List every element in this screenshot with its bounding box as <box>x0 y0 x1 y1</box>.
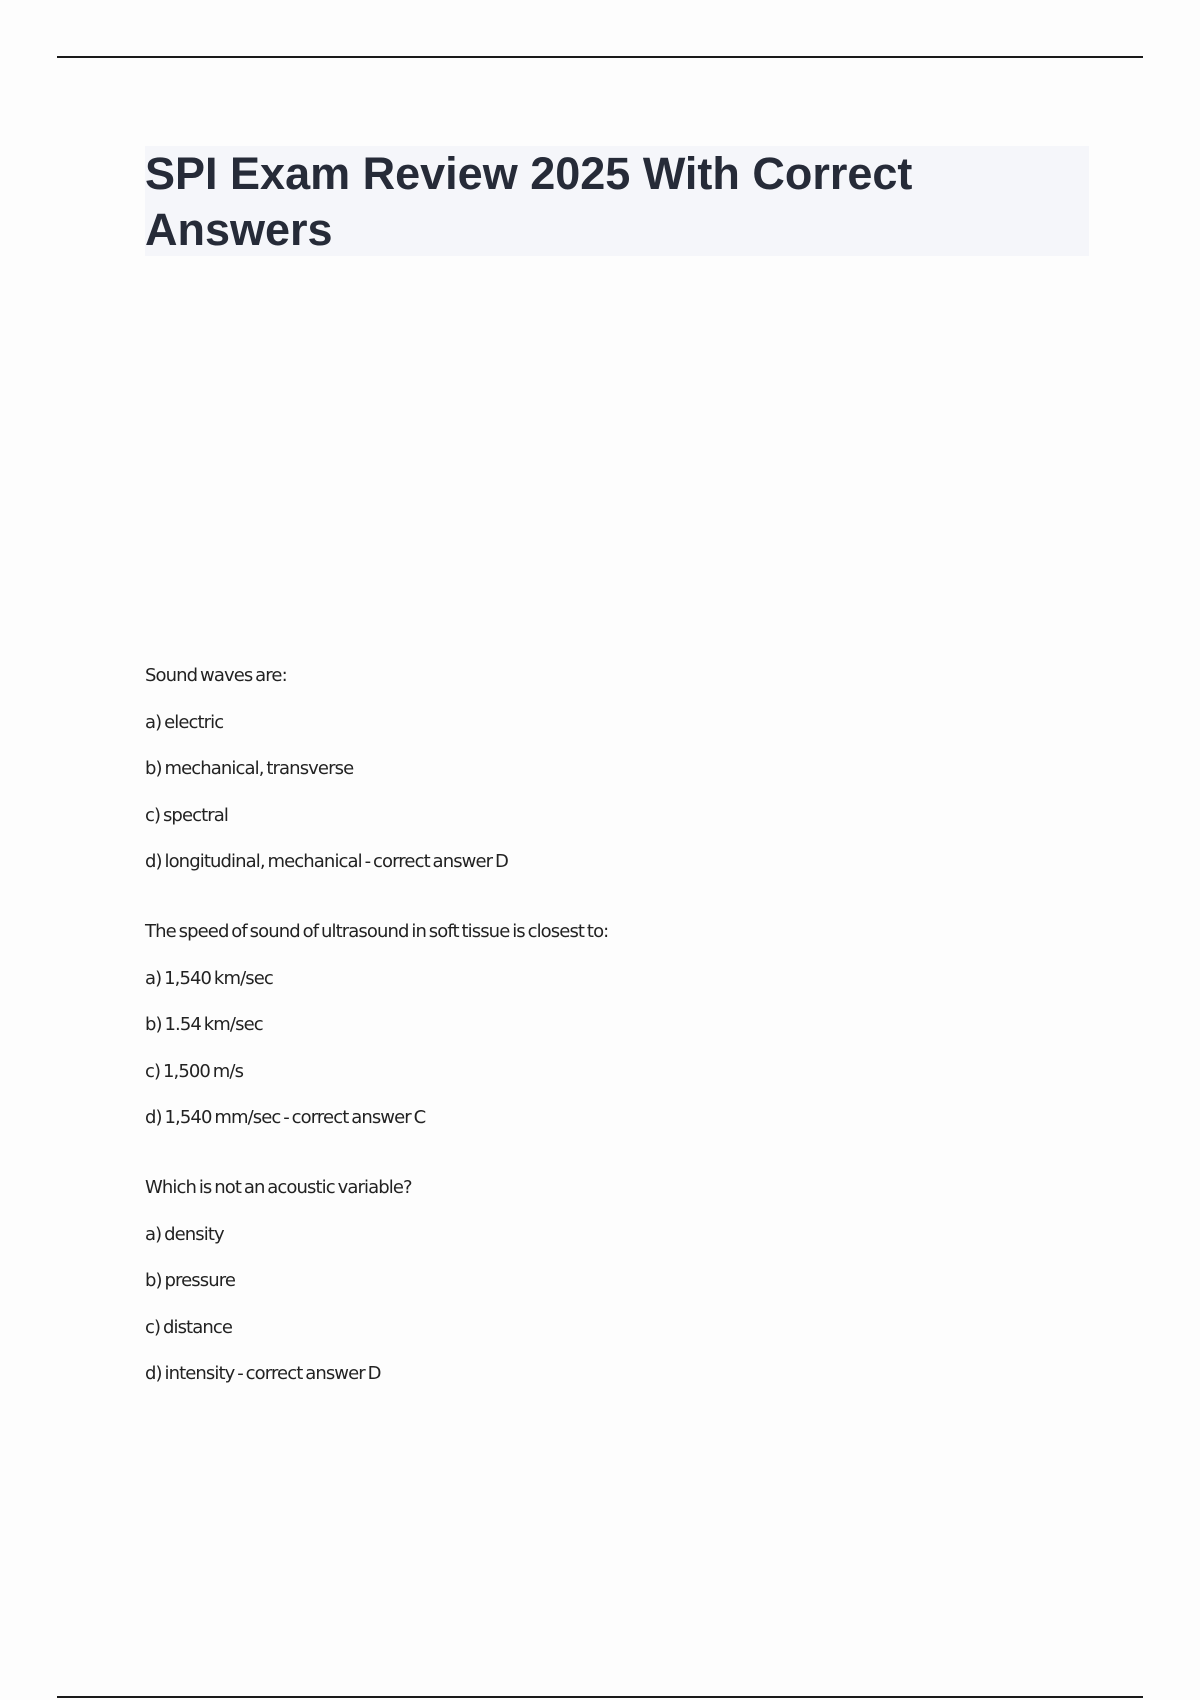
answer-option: b) mechanical, transverse <box>145 758 354 779</box>
answer-option: b) pressure <box>145 1270 236 1291</box>
answer-option: b) 1.54 km/sec <box>145 1014 263 1035</box>
answer-option: a) 1,540 km/sec <box>145 967 273 989</box>
title-block <box>145 146 1089 256</box>
document-title: SPI Exam Review 2025 With Correct Answers <box>145 148 913 255</box>
question-item <box>145 1176 1089 1386</box>
answer-option: c) distance <box>145 1316 233 1338</box>
answer-option: d) intensity - correct answer D <box>145 1363 381 1384</box>
questions-section <box>145 664 1089 1432</box>
answer-option: a) electric <box>145 711 224 733</box>
answer-option: d) 1,540 mm/sec - correct answer C <box>145 1107 426 1128</box>
question-prompt: Which is not an acoustic variable? <box>145 1177 412 1198</box>
answer-option: a) density <box>145 1223 224 1245</box>
question-item <box>145 664 1089 874</box>
footer-rule <box>57 1696 1143 1698</box>
question-item <box>145 920 1089 1130</box>
answer-option: c) spectral <box>145 804 229 826</box>
answer-option: c) 1,500 m/s <box>145 1060 244 1082</box>
question-prompt: Sound waves are: <box>145 665 287 686</box>
header-rule <box>57 56 1143 58</box>
question-prompt: The speed of sound of ultrasound in soft tissue is closest to: <box>145 921 609 942</box>
answer-option: d) longitudinal, mechanical - correct answer D <box>145 851 508 872</box>
